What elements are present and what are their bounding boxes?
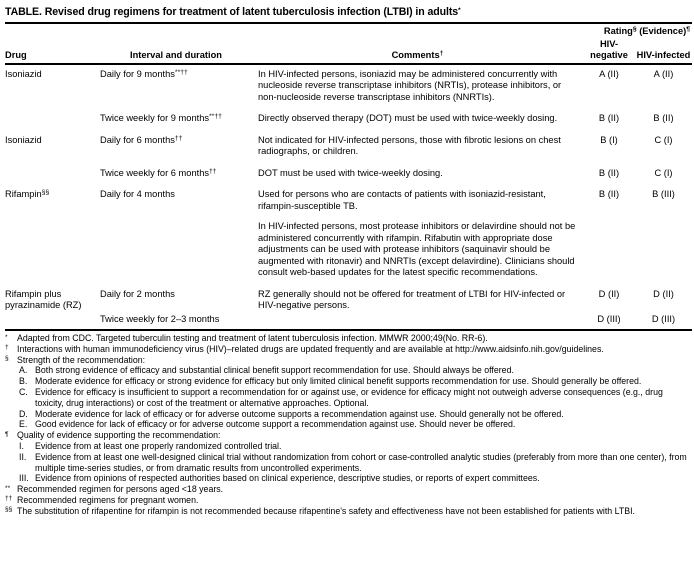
drug-cell: Rifampin plus pyrazinamide (RZ) xyxy=(5,288,82,310)
comments-dagger-marker: † xyxy=(439,50,444,57)
strength-item-c: C. Evidence for efficacy is insufficient to support a recommendation for or against use, or evidence for efficacy might not outweigh adverse consequences (e.g., drug toxicity, drug interactions) or cost of the treatment or alternative approaches. Optional. xyxy=(19,386,663,408)
table-title-text: TABLE. Revised drug regimens for treatment of latent tuberculosis infection (LTBI) in adults xyxy=(5,6,459,18)
comments-cell: DOT must be used with twice-weekly dosing. xyxy=(258,167,443,178)
column-header-drug: Drug xyxy=(5,50,27,60)
rating-section-marker: § xyxy=(632,26,637,33)
strength-item-e: E. Good evidence for lack of efficacy or for adverse outcome support a recommendation against use. Should never be offered. xyxy=(19,419,516,430)
interval-cell: Daily for 4 months xyxy=(100,189,175,199)
title-rule xyxy=(5,22,692,24)
table-title xyxy=(5,6,692,19)
table-row xyxy=(5,135,692,158)
column-header-hiv-negative: HIV-negative xyxy=(590,38,628,60)
footnote-interactions: † Interactions with human immunodeficiency virus (HIV)–related drugs are updated frequently and are available at http://www.aidsinfo.nih.gov/guidelines. xyxy=(5,343,604,354)
rating-hiv-infected-cell: D (III) xyxy=(651,313,676,324)
rating-hiv-negative-cell: B (II) xyxy=(598,113,620,123)
comments-cell: In HIV-infected persons, isoniazid may be administered concurrently with nucleoside reverse transcriptase inhibitors (NRTIs), protease inhibitors, or non-nucleoside reverse transcriptase inhibitors (NNRTIs). xyxy=(258,68,562,102)
rating-hiv-negative-cell: B (II) xyxy=(598,167,620,178)
footnote-under-18: ** Recommended regimen for persons aged <18 years. xyxy=(5,484,224,495)
comments-cell: Not indicated for HIV-infected persons, those with fibrotic lesions on chest radiographs, or children. xyxy=(258,134,561,156)
header-rule xyxy=(5,63,692,65)
rating-hiv-infected-cell: C (I) xyxy=(654,167,673,178)
table-body xyxy=(5,69,692,326)
interval-cell: Twice weekly for 9 months**†† xyxy=(100,113,222,123)
comments-second-paragraph: In HIV-infected persons, most protease inhibitors or delavirdine should not be administered concurrently with rifampin. Rifabutin with appropriate dose adjustments can be used with protease inhibitors (saquinavir should be augmented with ritonavir) and NNRTIs (except delavirdine). Clinicians should consult web-based updates for the latest specific recommendations. xyxy=(258,221,576,277)
quality-item-2: II. Evidence from at least one well-designed clinical trial without randomization from cohort or case-controlled analytic studies (preferably from more than one center), from multiple time-series studies, or from dramatic results from uncontrolled experiments. xyxy=(19,451,687,473)
interval-cell: Daily for 9 months**†† xyxy=(100,68,188,79)
footnote-adapted-from: * Adapted from CDC. Targeted tuberculin testing and treatment of latent tuberculosis infection. MMWR 2000;49(No. RR-6). xyxy=(5,333,488,343)
table-row xyxy=(5,69,692,104)
table-row xyxy=(5,168,692,180)
table-title-footnote-marker: * xyxy=(458,7,461,14)
footnotes-rule xyxy=(5,329,692,331)
rating-group-header: Rating§ (Evidence)¶ xyxy=(603,26,690,36)
footnotes-section xyxy=(5,333,692,517)
footnote-strength: § Strength of the recommendation: A. Both strong evidence of efficacy and substantial clinical benefit support recommendation for use. Should always be offered. B. Moderate evidence for efficacy or strong evidence for efficacy but only limited clinical benefit supports recommendation for use. Should generally be offered. C. Evidence for efficacy is insufficient to support a recommendation for or against use, or evidence for efficacy might not outweigh adverse consequences (e.g., drug toxicity, drug interactions) or cost of the treatment or alternative approaches. Optional. D. Moderate evidence for lack of efficacy or for adverse outcome supports a recommendation against use. Should generally not be offered. E. Good evidence for lack of efficacy or for adverse outcome support a recommendation against use. Should never be offered. xyxy=(5,355,690,431)
footnote-quality: ¶ Quality of evidence supporting the recommendation: I. Evidence from at least one properly randomized controlled trial. II. Evidence from at least one well-designed clinical trial without randomization from cohort or case-controlled analytic studies (preferably from more than one center), from multiple time-series studies, or from dramatic results from uncontrolled experiments. III. Evidence from opinions of respected authorities based on clinical experience, descriptive studies, or reports of expert committees. xyxy=(5,430,690,484)
drug-cell: Isoniazid xyxy=(5,68,42,79)
quality-item-1: I. Evidence from at least one properly randomized controlled trial. xyxy=(19,440,282,451)
evidence-pilcrow-marker: ¶ xyxy=(686,26,690,33)
table-header-row xyxy=(5,39,692,63)
rating-hiv-negative-cell: D (II) xyxy=(598,288,620,299)
rating-hiv-infected-cell: B (III) xyxy=(652,189,675,199)
interval-cell: Twice weekly for 2–3 months xyxy=(100,313,220,324)
strength-item-b: B. Moderate evidence for efficacy or strong evidence for efficacy but only limited clinical benefit supports recommendation for use. Should generally be offered. xyxy=(19,376,642,387)
strength-item-d: D. Moderate evidence for lack of efficacy or for adverse outcome supports a recommendation against use. Should generally not be offered. xyxy=(19,408,564,419)
column-header-interval: Interval and duration xyxy=(130,50,222,60)
rating-hiv-negative-cell: D (III) xyxy=(597,313,621,324)
rating-hiv-negative-cell: A (II) xyxy=(599,68,619,79)
comments-cell: RZ generally should not be offered for treatment of LTBI for HIV-infected or HIV-negative persons. xyxy=(258,288,566,310)
rating-hiv-negative-cell: B (II) xyxy=(598,189,620,199)
drug-cell: Rifampin§§ xyxy=(5,189,50,199)
drug-cell: Isoniazid xyxy=(5,134,42,145)
rating-hiv-infected-cell: D (II) xyxy=(653,288,674,299)
rating-hiv-infected-cell: C (I) xyxy=(654,134,673,145)
column-header-hiv-infected: HIV-infected xyxy=(636,50,691,60)
drug-cell xyxy=(5,314,100,326)
interval-cell: Daily for 2 months xyxy=(100,288,175,299)
quality-item-3: III. Evidence from opinions of respected authorities based on clinical experience, descriptive studies, or reports of expert committees. xyxy=(19,473,540,484)
rating-hiv-infected-cell: B (II) xyxy=(653,113,674,123)
column-header-comments: Comments† xyxy=(391,50,444,60)
drug-cell xyxy=(5,168,100,180)
rating-hiv-negative-cell: B (I) xyxy=(600,134,618,145)
footnote-pregnant: †† Recommended regimens for pregnant women. xyxy=(5,494,199,505)
table-row xyxy=(5,189,692,279)
interval-cell: Twice weekly for 6 months†† xyxy=(100,167,217,178)
strength-item-a: A. Both strong evidence of efficacy and substantial clinical benefit support recommendation for use. Should always be offered. xyxy=(19,365,514,376)
comments-cell: Directly observed therapy (DOT) must be used with twice-weekly dosing. xyxy=(258,113,558,123)
comments-cell xyxy=(258,314,583,326)
comments-cell: Used for persons who are contacts of patients with isoniazid-resistant, rifampin-susceptible TB. In HIV-infected persons, most protease inhibitors or delavirdine should not be administered concurrently with rifampin. Rifabutin with appropriate dose adjustments can be used with protease inhibitors (saquinavir should be augmented with ritonavir) and NNRTIs (except delavirdine). Clinicians should consult web-based updates for the latest specific recommendations. xyxy=(258,189,576,277)
table-row xyxy=(5,113,692,125)
interval-cell: Daily for 6 months†† xyxy=(100,134,183,145)
drug-cell xyxy=(5,113,100,125)
footnote-rifapentine: §§ The substitution of rifapentine for rifampin is not recommended because rifapentine's safety and effectiveness have not been established for patients with LTBI. xyxy=(5,505,635,516)
table-row xyxy=(5,314,692,326)
table-row xyxy=(5,289,692,312)
rating-hiv-infected-cell: A (II) xyxy=(653,68,674,79)
